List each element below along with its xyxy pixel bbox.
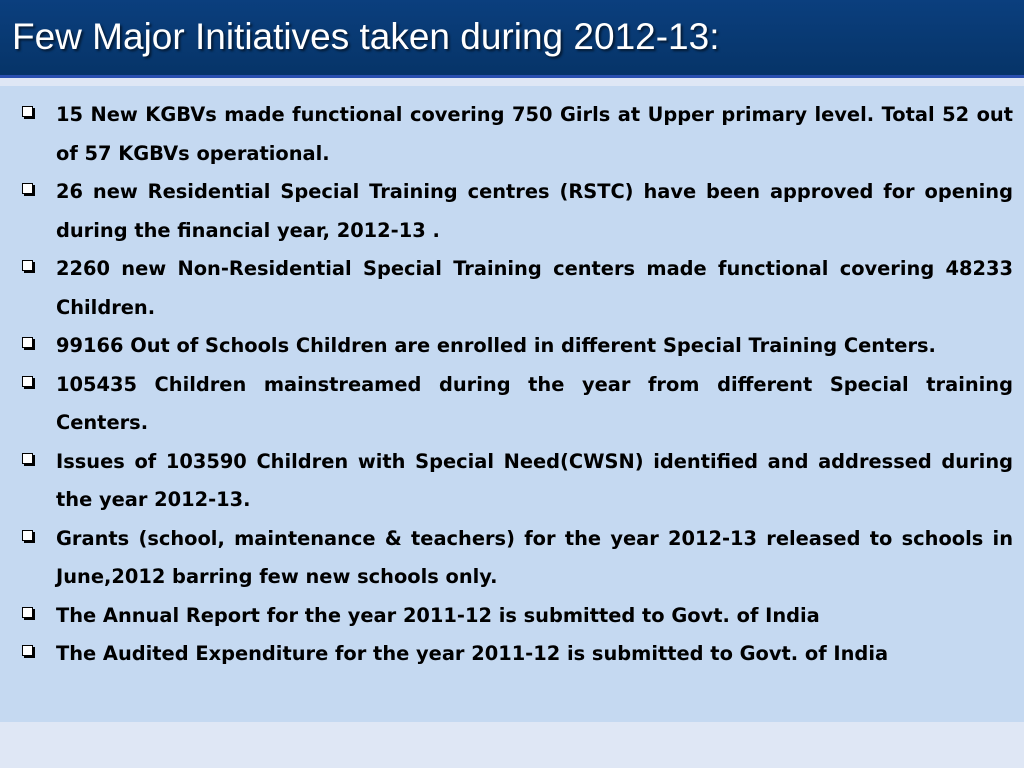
hollow-square-bullet-icon xyxy=(22,376,33,387)
hollow-square-bullet-icon xyxy=(22,106,33,117)
slide-title: Few Major Initiatives taken during 2012-13: xyxy=(12,16,720,57)
list-item xyxy=(0,443,1024,520)
list-item-text: 2260 new Non-Residential Special Training centers made functional covering 48233 Children. xyxy=(56,257,1013,319)
list-item xyxy=(0,597,1024,636)
initiatives-list xyxy=(0,96,1024,674)
list-item-text: 15 New KGBVs made functional covering 750 Girls at Upper primary level. Total 52 out of 57 KGBVs operational. xyxy=(56,103,1013,165)
hollow-square-bullet-icon xyxy=(22,260,33,271)
list-item-text: Grants (school, maintenance & teachers) for the year 2012-13 released to schools in June,2012 barring few new schools only. xyxy=(56,526,1013,588)
hollow-square-bullet-icon xyxy=(22,183,33,194)
hollow-square-bullet-icon xyxy=(22,530,33,541)
list-item-text: Issues of 103590 Children with Special Need(CWSN) identified and addressed during the year 2012-13. xyxy=(56,449,1013,511)
list-item xyxy=(0,173,1024,250)
list-item-text: The Audited Expenditure for the year 2011-12 is submitted to Govt. of India xyxy=(56,642,889,665)
content-panel xyxy=(0,86,1024,722)
hollow-square-bullet-icon xyxy=(22,645,33,656)
hollow-square-bullet-icon xyxy=(22,453,33,464)
list-item-text: The Annual Report for the year 2011-12 is submitted to Govt. of India xyxy=(56,603,820,627)
list-item xyxy=(0,327,1024,366)
list-item xyxy=(0,520,1024,597)
list-item xyxy=(0,635,1024,674)
list-item xyxy=(0,366,1024,443)
hollow-square-bullet-icon xyxy=(22,337,33,348)
title-bar xyxy=(0,0,1024,78)
list-item-text: 26 new Residential Special Training centres (RSTC) have been approved for opening during the financial year, 2012-13 . xyxy=(56,180,1013,242)
list-item-text: 99166 Out of Schools Children are enrolled in different Special Training Centers. xyxy=(56,334,936,357)
hollow-square-bullet-icon xyxy=(22,607,33,618)
list-item-text: 105435 Children mainstreamed during the year from different Special training Centers. xyxy=(56,372,1013,434)
list-item xyxy=(0,250,1024,327)
list-item xyxy=(0,96,1024,173)
